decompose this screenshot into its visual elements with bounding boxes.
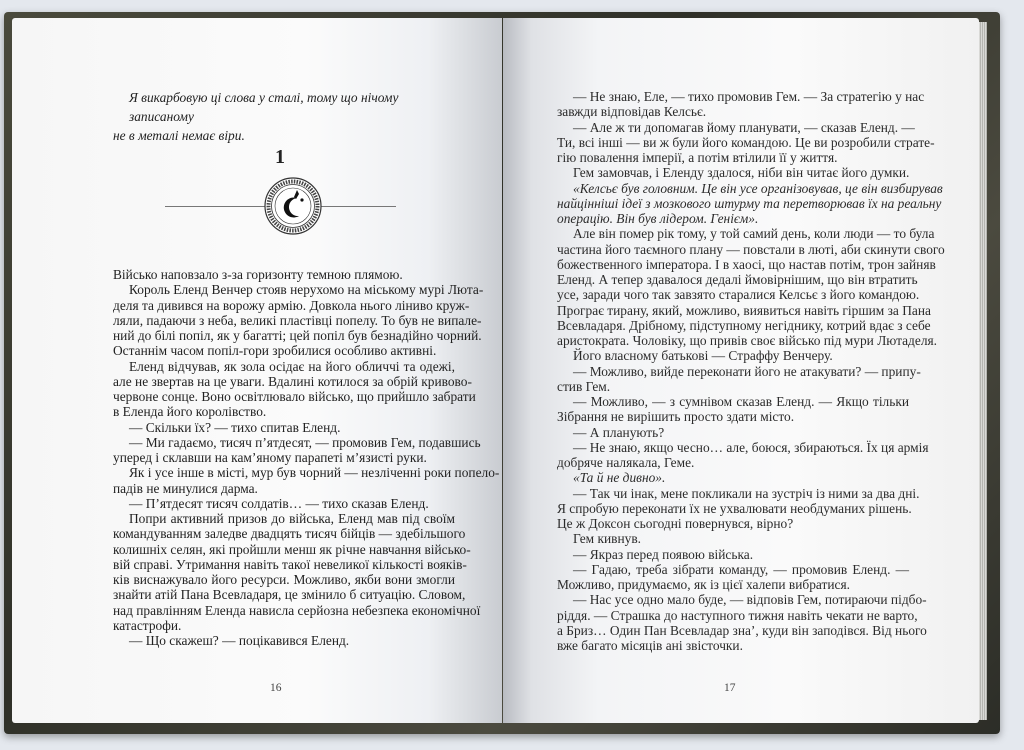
text-line: — А планують? xyxy=(573,424,665,440)
chapter-number: 1 xyxy=(275,146,285,168)
text-line: Але він помер рік тому, у той самий день, коли люди — то була xyxy=(573,226,935,242)
text-line: — Можливо, вийде переконати його не атакувати? — припу- xyxy=(573,363,921,379)
text-line: ріддя. — Страшка до наступного тижня навіть чекати не варто, xyxy=(557,607,918,623)
text-line: Можливо, придумаємо, як із цієї халепи вибратися. xyxy=(557,577,850,592)
chapter-rule-left xyxy=(165,206,265,207)
text-line: «Келсьє був головним. Це він усе організовував, це він визбирував xyxy=(573,180,943,196)
text-line: вій справі. Утримання навіть такої невеликої кількості вояків- xyxy=(113,556,467,572)
text-line: божественного імператора. І в хаосі, що настав потім, трон зайняв xyxy=(557,256,936,272)
text-line: найцінніші ідеї з мозкового штурму та перетворював їх на реальну xyxy=(557,195,942,211)
text-line: Програє тирану, який, можливо, виявиться навіть гіршим за Пана xyxy=(557,302,931,318)
text-line: ків виснажувало його ресурси. Можливо, якби вони змогли xyxy=(113,572,455,587)
text-line: Зібрання не вирішить просто здати місто. xyxy=(557,409,795,425)
text-line: Його власному батькові — Страффу Венчеру. xyxy=(573,348,833,364)
text-line: — Не знаю, якщо чесно… але, боюся, збираються. Їх ця армія xyxy=(573,439,929,455)
left-page-body xyxy=(113,267,500,648)
text-line: аристократа. Чоловіку, що привів своє військо під мури Лютаделя. xyxy=(557,333,938,348)
text-line: усе, заради чого так завзято старалися Келсьє з його командою. xyxy=(557,287,920,303)
text-line: але не звертав на це уваги. Вдалині котилося за обрій кривово- xyxy=(113,373,472,389)
text-line: Останнім часом попіл-гори зробилися особливо активні. xyxy=(113,343,437,359)
text-line: падів не минулися дарма. xyxy=(113,480,258,496)
text-line: — Ми гадаємо, тисяч п’ятдесят, — промовив Гем, подавшись xyxy=(129,434,481,450)
text-line: Попри активний призов до війська, Еленд мав під своїм xyxy=(129,511,455,526)
text-line: колишніх селян, які пройшли менш як річне навчання військо- xyxy=(113,541,471,557)
text-line: Я спробую переконати їх не ухвалювати необдуманих рішень. xyxy=(557,500,912,516)
text-line: — Що скажеш? — поцікавився Еленд. xyxy=(129,633,350,648)
text-line: — Нас усе одно мало буде, — відповів Гем, потираючи підбо- xyxy=(573,592,927,608)
text-line: над правлінням Еленда нависла серйозна небезпека економічної xyxy=(113,602,481,618)
page-number: 17 xyxy=(724,682,736,694)
text-line: деля та дивився на ворожу армію. Довкола нього ліниво круж- xyxy=(113,297,470,313)
text-line: частина його таємного плану — повстали в люті, аби скинути свого xyxy=(557,241,945,257)
right-page xyxy=(503,18,979,723)
epigraph-line: Я викарбовую ці слова у сталі, тому що нічому записаному xyxy=(129,90,399,124)
page-number: 16 xyxy=(270,682,282,694)
right-page-body xyxy=(557,89,945,653)
text-line: Всевладаря. Дрібному, підступному негіднику, котрий вдає з себе xyxy=(557,317,931,333)
text-line: а Бриз… Один Пан Всевладар зна’, куди він заподівся. Від нього xyxy=(557,622,927,638)
text-line: ний до білі попіл, як у багатті; цей попіл був безнадійно чорний. xyxy=(113,328,482,343)
text-line: завжди відповідав Келсьє. xyxy=(557,104,707,120)
text-line: — Можливо, — з сумнівом сказав Еленд. — Якщо тільки xyxy=(573,394,909,409)
text-line: вже багато місяців ані звісточки. xyxy=(557,638,743,653)
text-line: знайти атій Пана Всевладаря, це змінило б ситуацію. Словом, xyxy=(113,587,466,603)
text-line: Еленд. А тепер здавалося дедалі ймовірнішим, що він втратить xyxy=(557,272,918,287)
left-page xyxy=(12,18,502,723)
text-line: командуванням заледве двадцять тисяч бійців — здебільшого xyxy=(113,526,466,542)
text-line: — Гадаю, треба зібрати команду, — промовив Еленд. — xyxy=(573,561,909,577)
text-line: Король Еленд Венчер стояв нерухомо на міському мурі Люта- xyxy=(129,282,484,298)
text-line: — Не знаю, Еле, — тихо промовив Гем. — За стратегію у нас xyxy=(573,89,925,104)
text-line: Це ж Доксон сьогодні повернувся, вірно? xyxy=(557,516,794,531)
text-line: — П’ятдесят тисяч солдатів… — тихо сказав Еленд. xyxy=(129,495,429,511)
text-line: добряче налякала, Геме. xyxy=(557,455,695,470)
text-line: ляли, падаючи з неба, великі пластівці попелу. То був не випале- xyxy=(113,312,482,328)
text-line: «Та й не дивно». xyxy=(573,470,666,486)
text-line: стив Гем. xyxy=(557,378,611,394)
epigraph-line: не в металі немає віри. xyxy=(113,128,245,143)
text-line: червоне сонце. Воно освітлювало військо, що прийшло забрати xyxy=(113,389,476,404)
crescent-seal-emblem-icon xyxy=(263,176,323,236)
page-edges xyxy=(979,22,987,720)
text-line: гію повалення імперії, а потім втілили її у життя. xyxy=(557,150,838,165)
text-line: операцію. Він був лідером. Генієм». xyxy=(557,211,759,226)
text-line: в Еленда його королівство. xyxy=(113,404,267,420)
text-line: Як і усе інше в місті, мур був чорний — незліченні роки попело- xyxy=(129,465,500,481)
text-line: Гем замовчав, і Еленду здалося, ніби він читає його думки. xyxy=(573,165,910,181)
text-line: Гем кивнув. xyxy=(573,531,642,547)
text-line: — Але ж ти допомагав йому планувати, — сказав Еленд. — xyxy=(573,119,915,135)
text-line: — Так чи інак, мене покликали на зустріч із ними за два дні. xyxy=(573,485,920,501)
text-line: уперед і склавши на кам’яному парапеті м’язисті руки. xyxy=(113,450,427,465)
text-line: Ти, всі інші — ви ж були його командою. Це ви розробили страте- xyxy=(557,134,935,150)
text-line: Еленд відчував, як зола осідає на його обличчі та одежі, xyxy=(129,358,455,374)
epigraph xyxy=(113,88,455,145)
text-line: — Якраз перед появою війська. xyxy=(573,546,754,562)
chapter-rule-right xyxy=(321,206,396,207)
text-line: катастрофи. xyxy=(113,617,182,633)
text-line: — Скільки їх? — тихо спитав Еленд. xyxy=(129,419,341,435)
text-line: Військо наповзало з-за горизонту темною плямою. xyxy=(113,267,403,282)
